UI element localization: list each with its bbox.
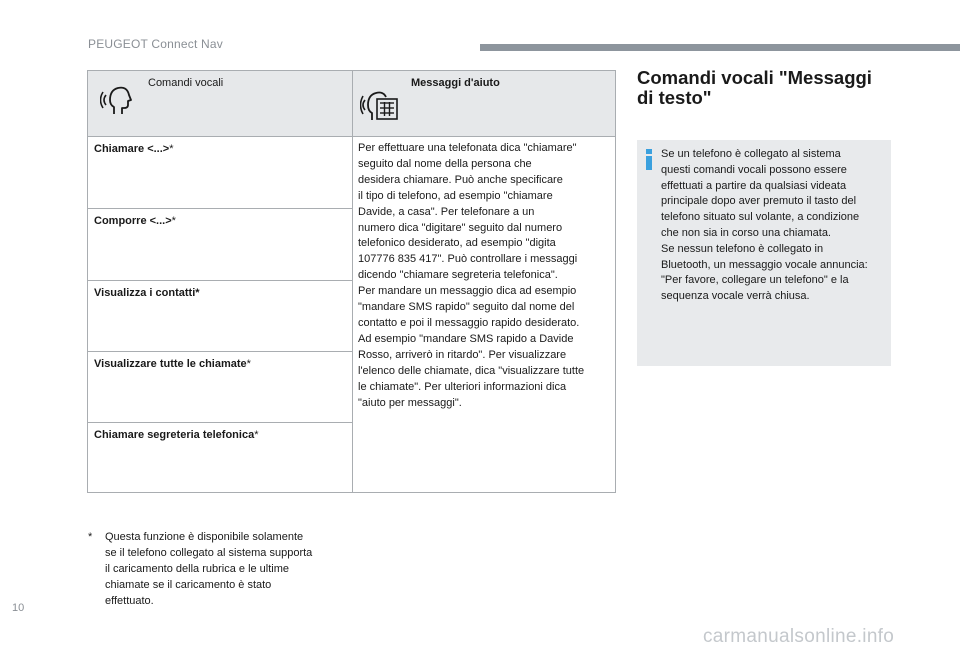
command-star: *: [171, 215, 176, 227]
command-label: Chiamare segreteria telefonica: [94, 429, 255, 441]
command-star: *: [254, 429, 259, 441]
command-star: *: [195, 287, 200, 299]
footnote-mark: *: [88, 531, 93, 543]
command-cell: [88, 281, 352, 299]
command-cell: [88, 137, 352, 155]
watermark: carmanualsonline.info: [703, 626, 895, 647]
page-header-title: PEUGEOT Connect Nav: [88, 37, 223, 51]
voice-command-icon: [100, 83, 134, 120]
info-text: Se un telefono è collegato al sistema questi comandi vocali possono essere effettuati a partire da qualsiasi videata principale dopo aver premuto il tasto del telefono situato sul volante, a condizione che non sia in corso una chiamata. Se nessun telefono è collegato in Bluetooth, un messaggio vocale annuncia: "Per favore, collegare un telefono" e la sequenza vocale verrà chiusa.: [661, 148, 868, 303]
header-bar: [480, 44, 960, 51]
command-label: Comporre <...>: [94, 215, 172, 227]
section-title: Comandi vocali "Messaggi di testo": [637, 67, 872, 108]
table-head-left-label: Comandi vocali: [148, 77, 224, 89]
voice-help-keypad-icon: [360, 83, 400, 126]
info-box: [637, 140, 891, 366]
command-star: *: [246, 358, 251, 370]
footnote-text: Questa funzione è disponibile solamente se il telefono collegato al sistema supporta il caricamento della rubrica e le ultime chiamate se il caricamento è stato effettuato.: [105, 531, 313, 607]
command-star: *: [169, 143, 174, 155]
command-label: Visualizza i contatti: [94, 287, 196, 299]
table-head-right-label: Messaggi d'aiuto: [411, 77, 500, 89]
column-divider: [352, 71, 353, 492]
footnote: [88, 530, 338, 610]
help-messages-text: Per effettuare una telefonata dica "chiamare" seguito dal nome della persona che desidera chiamare. Può anche specificare il tipo di telefono, ad esempio "chiamare Davide, a casa". Per telefonare a un numero dica "digitare" seguito dal numero telefonico desiderato, ad esempio "digita 107776 835 417". Può controllare i messaggi dicendo "chiamare segreteria telefonica". Per mandare un messaggio dica ad esempio "mandare SMS rapido" seguito dal nome del contatto e poi il messaggio rapido desiderato. Ad esempio "mandare SMS rapido a Davide Rosso, arriverò in ritardo". Per visualizzare l'elenco delle chiamate, dica "visualizzare tutte le chiamate". Per ulteriori informazioni dica "aiuto per messaggi".: [358, 142, 585, 409]
command-label: Chiamare <...>: [94, 143, 170, 155]
voice-commands-table: [87, 70, 616, 493]
command-label: Visualizzare tutte le chiamate: [94, 358, 247, 370]
page-number: 10: [12, 602, 25, 614]
command-cell: [88, 352, 352, 370]
command-cell: [88, 209, 352, 227]
info-icon: [646, 149, 652, 170]
command-cell: [88, 423, 352, 441]
